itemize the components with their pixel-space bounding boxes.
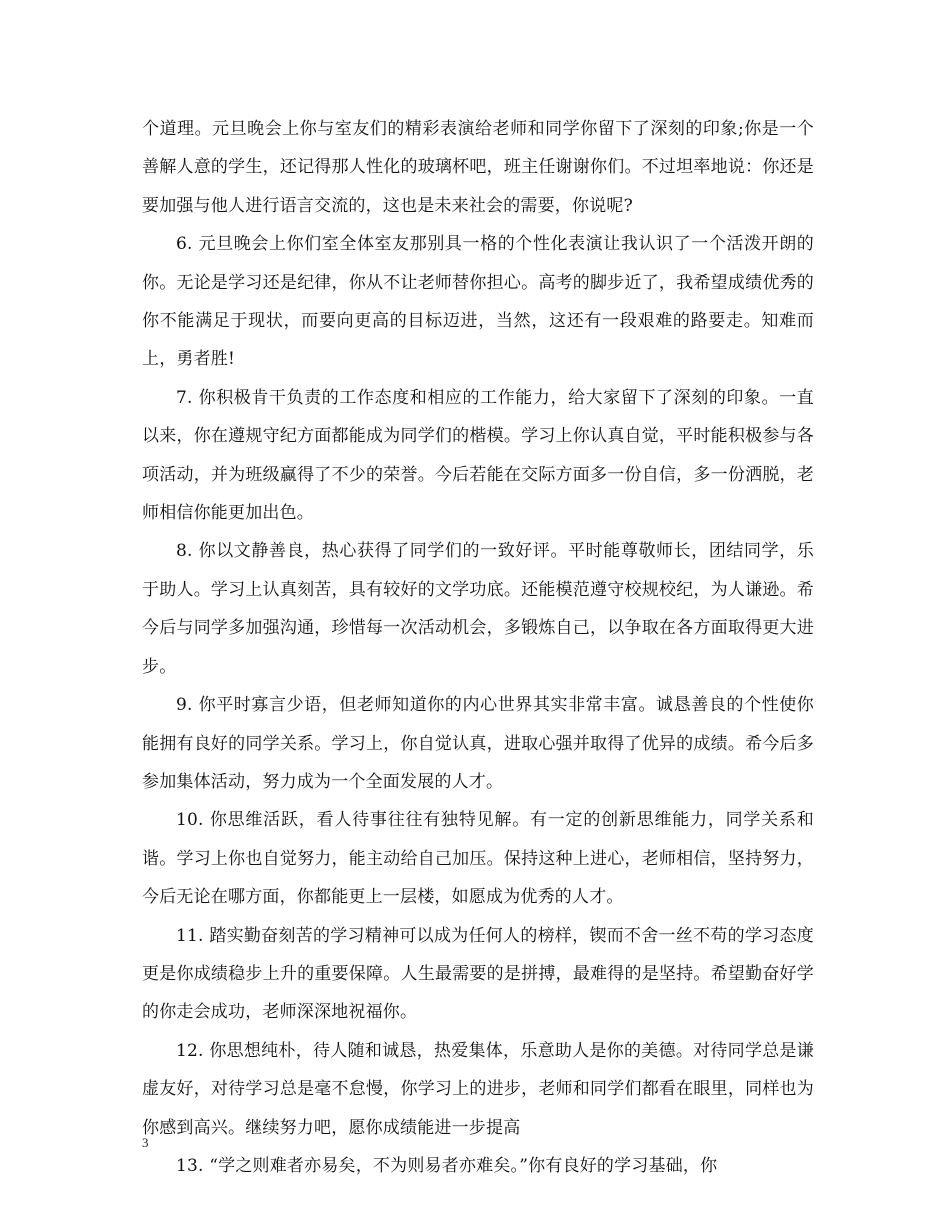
paragraph-item-8: 8. 你以文静善良，热心获得了同学们的一致好评。平时能尊敬师长，团结同学，乐于助人。学习上认真刻苦，具有较好的文学功底。还能模范遵守校规校纪，为人谦逊。希今后与同学多加强沟通，珍惜每一次活动机会，多锻炼自己，以争取在各方面取得更大进步。 bbox=[142, 541, 814, 677]
paragraph-item-7: 7. 你积极肯干负责的工作态度和相应的工作能力，给大家留下了深刻的印象。一直以来，你在遵规守纪方面都能成为同学们的楷模。学习上你认真自觉，平时能积极参与各项活动，并为班级赢得了不少的荣誉。今后若能在交际方面多一份自信，多一份洒脱，老师相信你能更加出色。 bbox=[142, 387, 814, 524]
paragraph-item-6: 6. 元旦晚会上你们室全体室友那别具一格的个性化表演让我认识了一个活泼开朗的你。无论是学习还是纪律，你从不让老师替你担心。高考的脚步近了，我希望成绩优秀的你不能满足于现状，而要向更高的目标迈进，当然，这还有一段艰难的路要走。知难而上，勇者胜! bbox=[142, 234, 814, 370]
paragraph-continuation: 个道理。元旦晚会上你与室友们的精彩表演给老师和同学你留下了深刻的印象;你是一个善解人意的学生，还记得那人性化的玻璃杯吧，班主任谢谢你们。不过坦率地说：你还是要加强与他人进行语言交流的，这也是未来社会的需要，你说呢? bbox=[142, 119, 814, 216]
document-body bbox=[142, 110, 814, 1185]
paragraph-item-9: 9. 你平时寡言少语，但老师知道你的内心世界其实非常丰富。诚恳善良的个性使你能拥有良好的同学关系。学习上，你自觉认真，进取心强并取得了优异的成绩。希今后多参加集体活动，努力成为一个全面发展的人才。 bbox=[142, 695, 814, 792]
paragraph-item-12: 12. 你思想纯朴，待人随和诚恳，热爱集体，乐意助人是你的美德。对待同学总是谦虚友好，对待学习总是毫不怠慢，你学习上的进步，老师和同学们都看在眼里，同样也为你感到高兴。继续努力吧，愿你成绩能进一步提高 bbox=[142, 1040, 814, 1138]
paragraph-item-10: 10. 你思维活跃，看人待事往往有独特见解。有一定的创新思维能力，同学关系和谐。学习上你也自觉努力，能主动给自己加压。保持这种上进心，老师相信，坚持努力，今后无论在哪方面，你都能更上一层楼，如愿成为优秀的人才。 bbox=[142, 810, 814, 908]
page-number: 3 bbox=[142, 1135, 149, 1150]
paragraph-item-11: 11. 踏实勤奋刻苦的学习精神可以成为任何人的榜样，锲而不舍一丝不苟的学习态度更是你成绩稳步上升的重要保障。人生最需要的是拼搏，最难得的是坚持。希望勤奋好学的你走会成功，老师深深地祝福你。 bbox=[142, 925, 814, 1023]
paragraph-item-13: 13. “学之则难者亦易矣，不为则易者亦难矣。”你有良好的学习基础，你 bbox=[176, 1155, 718, 1176]
